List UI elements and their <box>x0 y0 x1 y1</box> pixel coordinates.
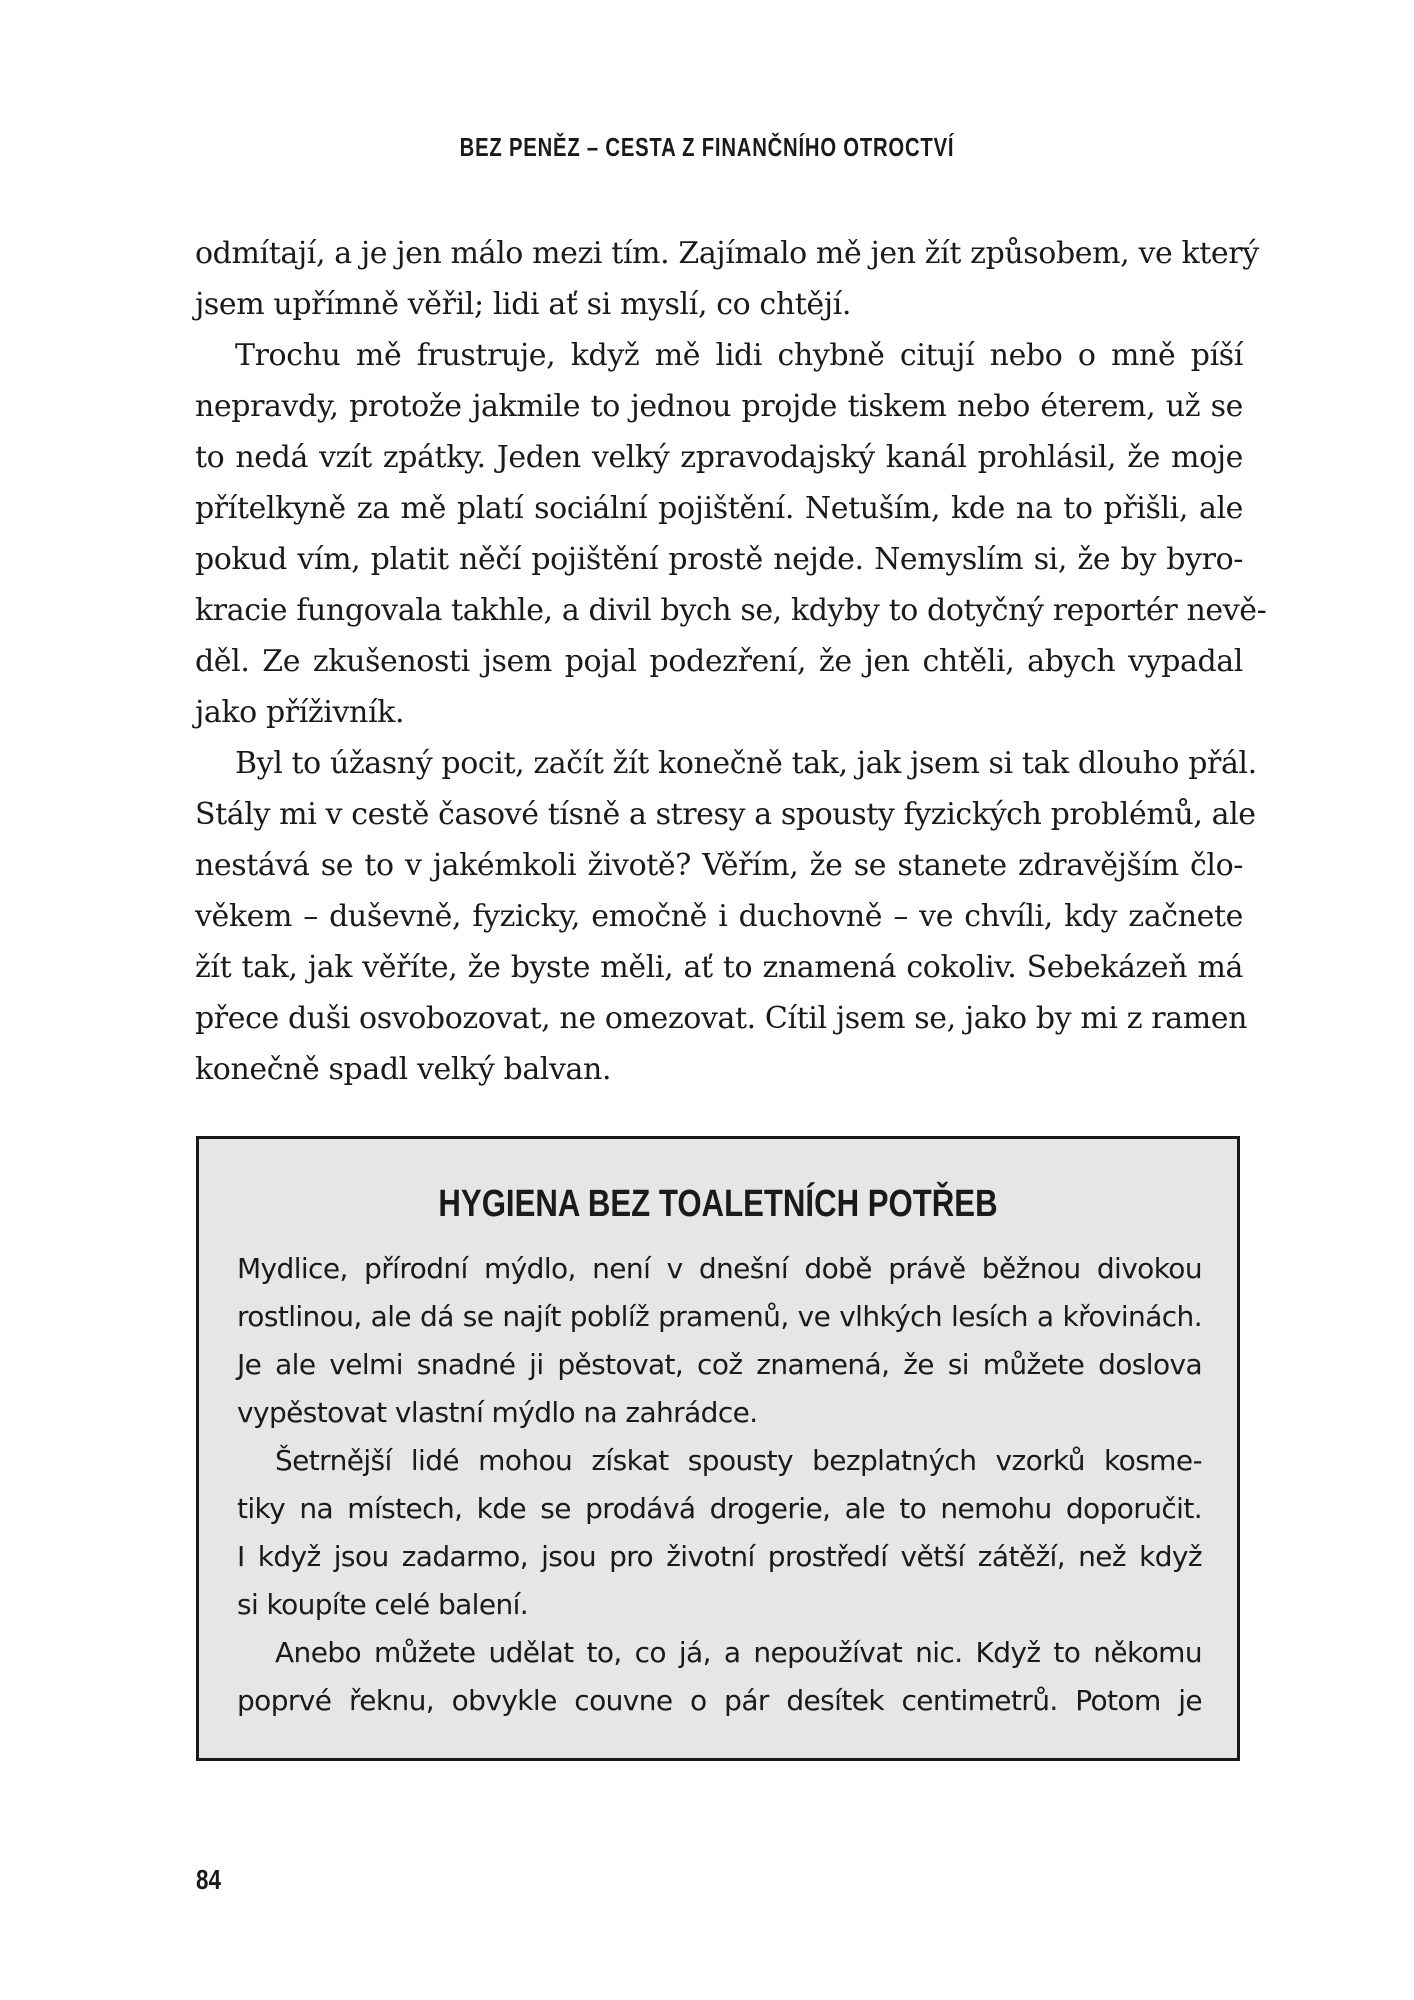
text-line: to nedá vzít zpátky. Jeden velký zpravodajský kanál prohlásil, že moje <box>195 440 1243 475</box>
sidebar-line: tiky na místech, kde se prodává drogerie, ale to nemohu doporučit. <box>237 1492 1202 1525</box>
text-line: věkem – duševně, fyzicky, emočně i duchovně – ve chvíli, kdy začnete <box>195 899 1243 934</box>
sidebar-title: HYGIENA BEZ TOALETNÍCH POTŘEB <box>438 1183 998 1225</box>
sidebar-line: vypěstovat vlastní mýdlo na zahrádce. <box>237 1396 758 1429</box>
text-line: Stály mi v cestě časové tísně a stresy a spousty fyzických problémů, ale <box>195 797 1256 832</box>
sidebar-text <box>237 1245 1202 1725</box>
sidebar-line: Je ale velmi snadné ji pěstovat, což znamená, že si můžete doslova <box>237 1348 1202 1381</box>
text-line: kracie fungovala takhle, a divil bych se, kdyby to dotyčný reportér nevě- <box>195 593 1267 628</box>
page-number: 84 <box>196 1864 221 1895</box>
text-line: žít tak, jak věříte, že byste měli, ať to znamená cokoliv. Sebekázeň má <box>195 950 1243 985</box>
text-line: nestává se to v jakémkoli životě? Věřím, že se stanete zdravějším člo- <box>195 848 1243 883</box>
text-line: odmítají, a je jen málo mezi tím. Zajímalo mě jen žít způsobem, ve který <box>195 236 1259 271</box>
text-line: pokud vím, platit něčí pojištění prostě nejde. Nemyslím si, že by byro- <box>195 542 1243 577</box>
sidebar-line: rostlinou, ale dá se najít poblíž pramenů, ve vlhkých lesích a křovinách. <box>237 1300 1202 1333</box>
running-head: BEZ PENĚZ – CESTA Z FINANČNÍHO OTROCTVÍ <box>459 132 955 162</box>
text-line: konečně spadl velký balvan. <box>195 1052 612 1087</box>
text-line: přítelkyně za mě platí sociální pojištění. Netuším, kde na to přišli, ale <box>195 491 1243 526</box>
text-line: nepravdy, protože jakmile to jednou projde tiskem nebo éterem, už se <box>195 389 1243 424</box>
body-text <box>195 228 1267 1095</box>
sidebar-line: Šetrnější lidé mohou získat spousty bezplatných vzorků kosme- <box>275 1444 1202 1477</box>
sidebar-line: si koupíte celé balení. <box>237 1588 529 1621</box>
text-line: Byl to úžasný pocit, začít žít konečně tak, jak jsem si tak dlouho přál. <box>235 746 1257 781</box>
sidebar-line: Anebo můžete udělat to, co já, a nepoužívat nic. Když to někomu <box>275 1636 1202 1669</box>
sidebar-box <box>196 1136 1240 1761</box>
sidebar-line: I když jsou zadarmo, jsou pro životní prostředí větší zátěží, než když <box>237 1540 1202 1573</box>
sidebar-line: poprvé řeknu, obvykle couvne o pár desítek centimetrů. Potom je <box>237 1684 1202 1717</box>
sidebar-line: Mydlice, přírodní mýdlo, není v dnešní době právě běžnou divokou <box>237 1252 1202 1285</box>
text-line: přece duši osvobozovat, ne omezovat. Cítil jsem se, jako by mi z ramen <box>195 1001 1248 1036</box>
text-line: jako příživník. <box>195 695 405 730</box>
text-line: děl. Ze zkušenosti jsem pojal podezření, že jen chtěli, abych vypadal <box>195 644 1243 679</box>
text-line: jsem upřímně věřil; lidi ať si myslí, co chtějí. <box>195 287 851 322</box>
text-line: Trochu mě frustruje, když mě lidi chybně citují nebo o mně píší <box>235 338 1243 373</box>
